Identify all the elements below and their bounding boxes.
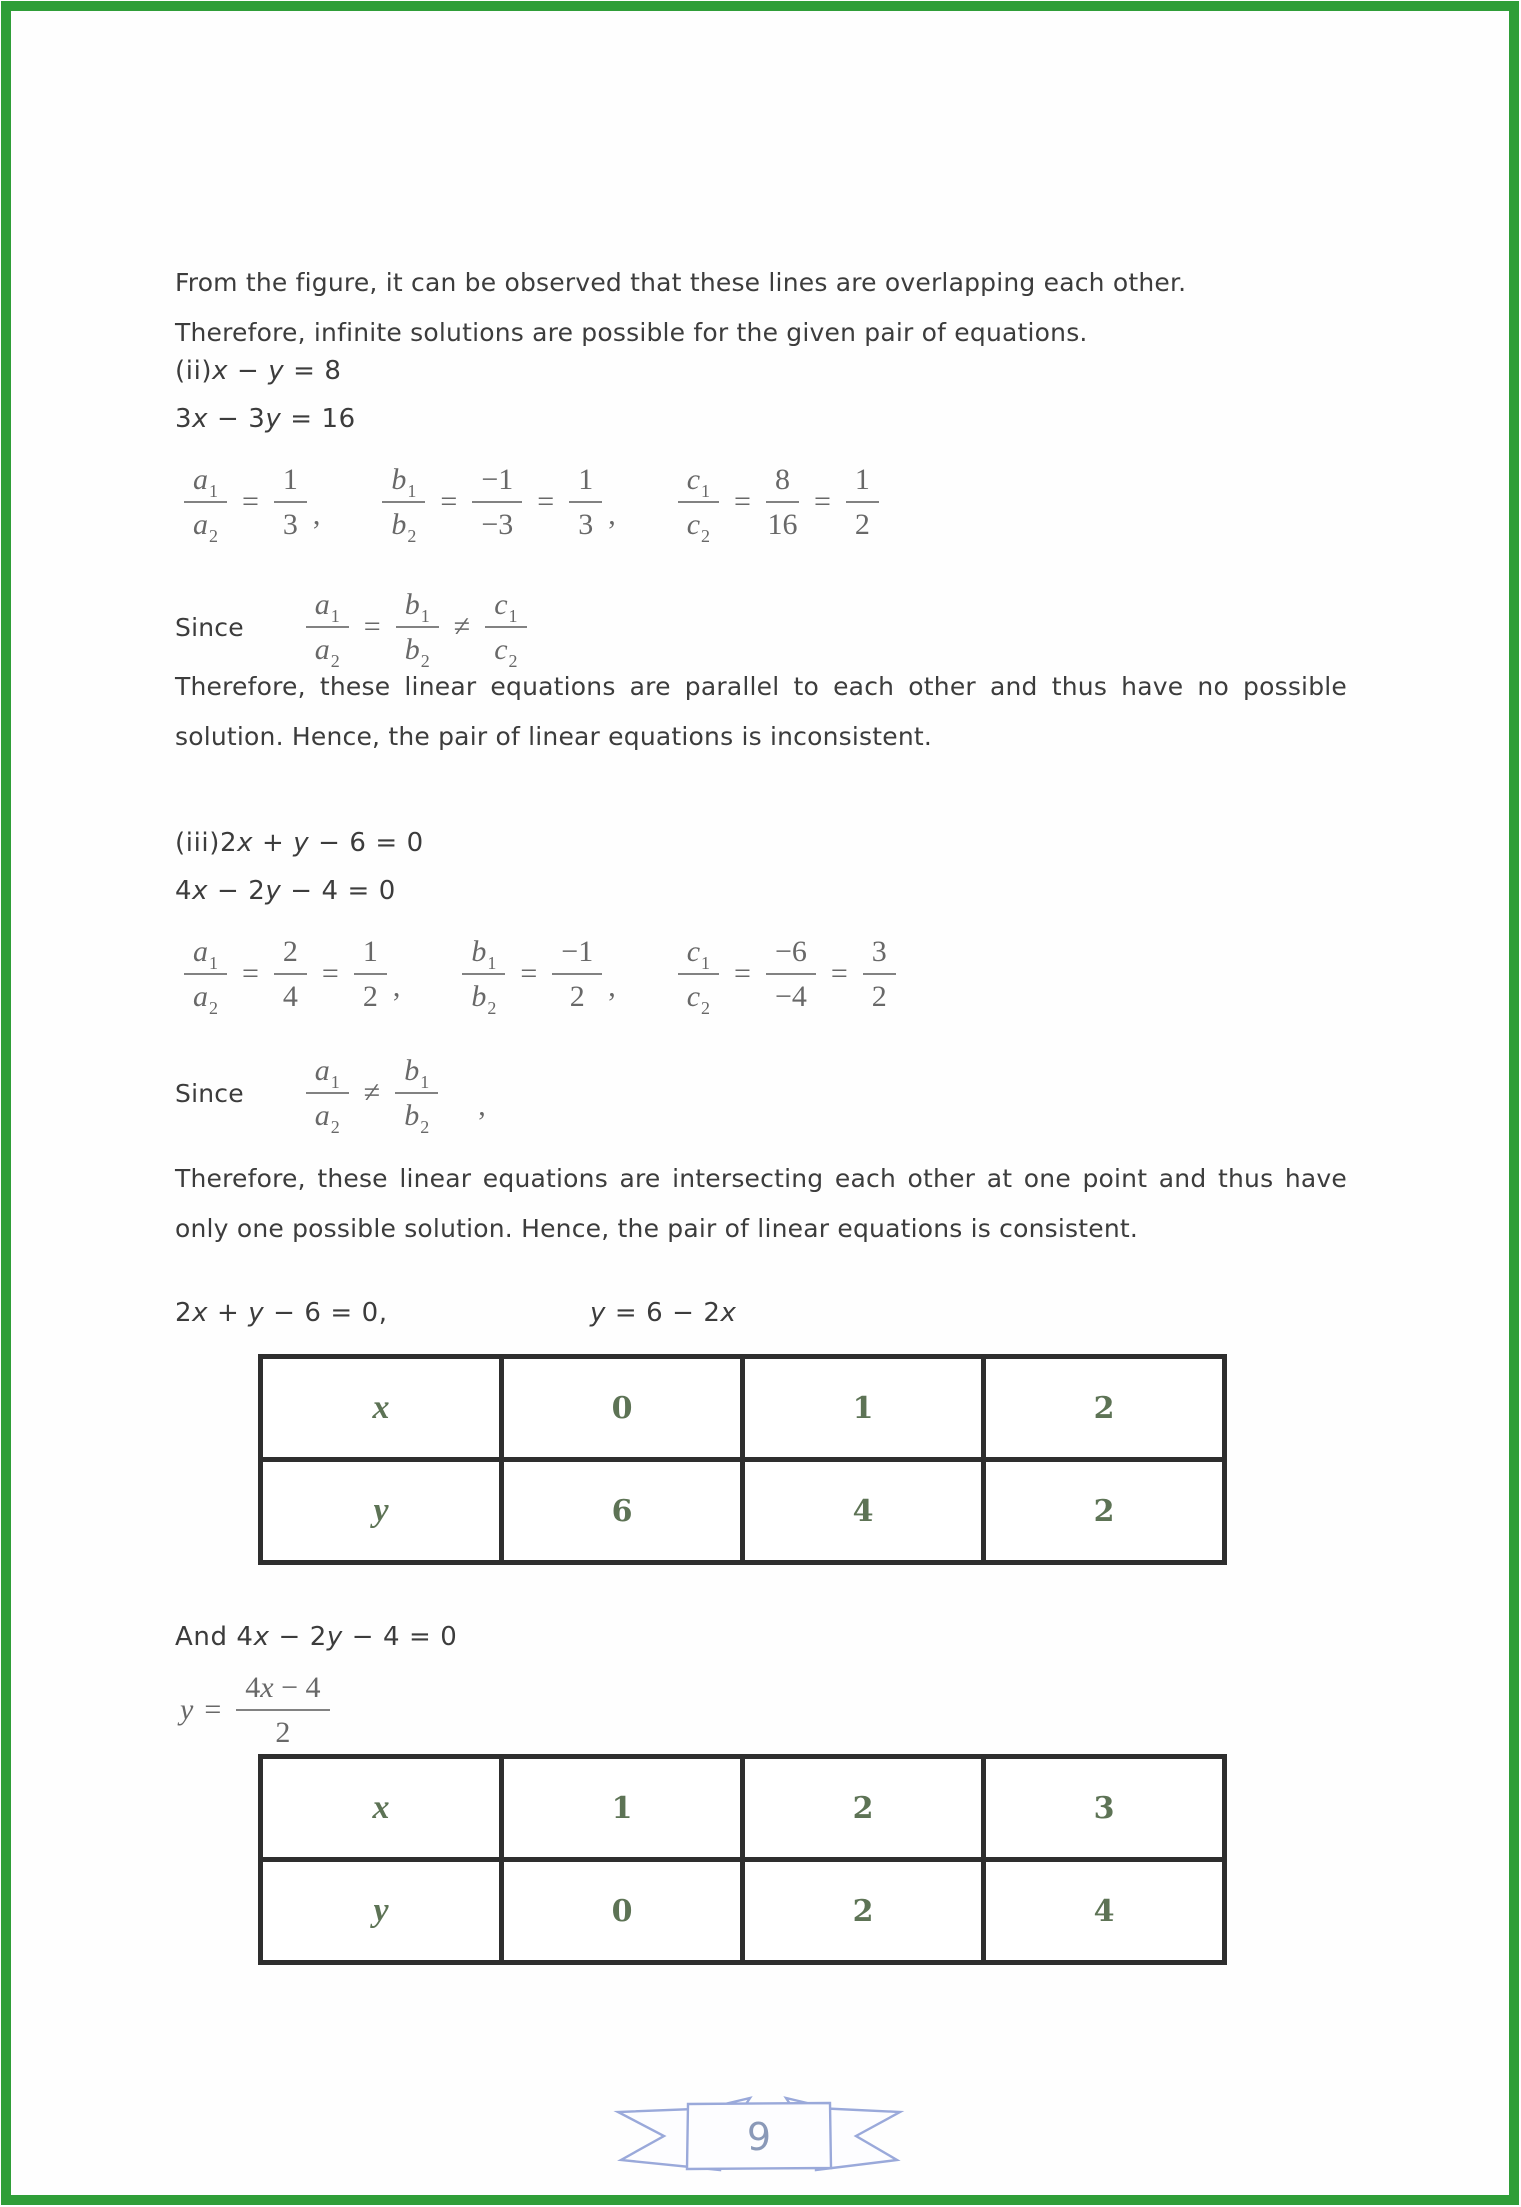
text-line: From the figure, it can be observed that these lines are overlapping each other. (175, 268, 1187, 297)
math-text: y (265, 404, 282, 434)
fraction-denominator: 2 (275, 1715, 291, 1749)
fraction-denominator: $a_2$ (193, 507, 218, 546)
fraction (184, 934, 227, 1018)
paragraph-parallel (175, 662, 1347, 762)
math-text: − (228, 356, 269, 386)
fraction-denominator: 16 (767, 507, 798, 541)
paragraph-intersecting (175, 1154, 1347, 1254)
table-row (261, 1460, 1225, 1563)
since-expression-iii (302, 1038, 486, 1148)
fraction-numerator: $c_1$ (678, 465, 719, 503)
fraction-denominator: $a_2$ (193, 979, 218, 1018)
fraction-numerator: 4x − 4 (236, 1673, 329, 1711)
math-operator: = (537, 485, 555, 518)
math-text: 2 (175, 1298, 193, 1328)
math-text: And 4 (175, 1622, 254, 1652)
math-text: = 6 − 2 (606, 1298, 721, 1328)
fraction (766, 462, 799, 541)
table-value-cell: 4 (743, 1460, 984, 1563)
math-text: − 6 = 0, (264, 1298, 388, 1328)
fraction-numerator: $a_1$ (184, 465, 227, 503)
fraction (274, 934, 307, 1013)
equation-pair-left (175, 1298, 590, 1328)
fraction-denominator: $b_2$ (391, 507, 417, 546)
fraction-numerator: 1 (354, 937, 387, 975)
fraction-denominator: 3 (578, 507, 594, 541)
fraction-denominator: $a_2$ (314, 1098, 340, 1137)
fraction-row-ii (180, 450, 883, 554)
fraction-numerator: −1 (552, 937, 602, 975)
math-text: (iii)2 (175, 828, 238, 858)
fraction-numerator: 1 (569, 465, 602, 503)
text-line: only one possible solution. Hence, the pair of linear equations is consistent. (175, 1214, 1139, 1243)
table-value-cell: 6 (502, 1460, 743, 1563)
fraction-numerator: 2 (274, 937, 307, 975)
since-line-iii (175, 1038, 486, 1148)
text-line: Therefore, these linear equations are intersecting each other at one point and thus have (175, 1164, 1347, 1193)
math-operator: ≠ (363, 1076, 381, 1109)
table-value-cell: 0 (502, 1357, 743, 1460)
table-value-cell: 2 (984, 1460, 1225, 1563)
math-text: x (212, 356, 229, 386)
fraction-numerator: $c_1$ (485, 590, 526, 628)
fraction (236, 1670, 329, 1749)
math-text: + (253, 828, 294, 858)
math-text: x (253, 1622, 270, 1652)
math-text: − 4 = 0 (342, 1622, 458, 1652)
table-header-cell: x (261, 1357, 502, 1460)
math-operator: = (813, 485, 831, 518)
fraction-denominator: 4 (282, 979, 298, 1013)
table-value-cell: 0 (502, 1860, 743, 1963)
math-text: x (192, 876, 209, 906)
comma: , (312, 498, 321, 531)
fraction-numerator: 8 (766, 465, 799, 503)
text-line: Therefore, these linear equations are parallel to each other and thus have no possible (175, 672, 1347, 701)
equation-ii-line2 (175, 404, 356, 434)
equation-iii-line2 (175, 876, 396, 906)
fraction-denominator: $b_2$ (471, 979, 497, 1018)
table-header-cell: x (261, 1757, 502, 1860)
equation-ii-line1 (175, 356, 342, 386)
fraction-denominator: $b_2$ (404, 1098, 430, 1137)
comma: , (478, 1089, 486, 1122)
fraction-row-iii (180, 922, 900, 1026)
page-number: 9 (746, 2115, 772, 2159)
math-text: = 8 (284, 356, 342, 386)
math-text: y (180, 1693, 194, 1726)
math-operator: = (363, 610, 381, 643)
math-operator: = (520, 957, 538, 990)
table-header-cell: y (261, 1860, 502, 1963)
fraction (274, 462, 307, 541)
table-value-cell: 2 (743, 1757, 984, 1860)
fraction-denominator: $b_2$ (404, 632, 430, 671)
comma: , (608, 498, 616, 531)
fraction-numerator: $b_1$ (396, 590, 439, 628)
fraction-numerator: $b_1$ (462, 937, 505, 975)
fraction-numerator: −1 (472, 465, 522, 503)
page-number-ribbon (608, 2078, 908, 2182)
since-label: Since (175, 1078, 244, 1108)
fraction (306, 587, 349, 671)
math-text: − 2 (208, 876, 266, 906)
math-text: − 4 = 0 (281, 876, 396, 906)
table-value-cell: 2 (984, 1357, 1225, 1460)
math-text: y (268, 356, 285, 386)
table-value-cell: 3 (984, 1757, 1225, 1860)
table-value-cell: 4 (984, 1860, 1225, 1963)
math-text: x (720, 1298, 737, 1328)
table-xy-second (258, 1754, 1227, 1965)
math-text: 3 (175, 404, 193, 434)
equation-pair-line (175, 1298, 737, 1328)
math-text: − 2 (269, 1622, 327, 1652)
text-line: Therefore, infinite solutions are possible for the given pair of equations. (175, 318, 1088, 347)
fraction (552, 934, 602, 1013)
table-row (261, 1357, 1225, 1460)
fraction-denominator: 3 (282, 507, 298, 541)
fraction-numerator: $b_1$ (382, 465, 425, 503)
math-operator: = (242, 957, 259, 990)
math-text: y (248, 1298, 265, 1328)
fraction (846, 462, 879, 541)
table-row (261, 1860, 1225, 1963)
fraction-denominator: $a_2$ (314, 632, 340, 671)
comma: , (608, 970, 616, 1003)
paragraph-overlapping (175, 258, 1347, 358)
fraction (184, 462, 227, 546)
fraction-denominator: 2 (569, 979, 585, 1013)
fraction (462, 934, 505, 1018)
table-header-cell: y (261, 1460, 502, 1563)
fraction-denominator: −4 (774, 979, 807, 1013)
fraction (382, 462, 425, 546)
text-line: solution. Hence, the pair of linear equations is inconsistent. (175, 722, 933, 751)
comma: , (392, 970, 401, 1003)
fraction-denominator: $c_2$ (494, 632, 518, 671)
table-row (261, 1757, 1225, 1860)
fraction (354, 934, 387, 1013)
table-value-cell: 2 (743, 1860, 984, 1963)
math-text: x (192, 1298, 209, 1328)
equation-and-line (175, 1622, 457, 1652)
y-formula (180, 1658, 334, 1762)
fraction (678, 462, 719, 546)
equation-pair-right (590, 1298, 737, 1328)
fraction (485, 587, 526, 671)
math-operator: = (734, 957, 751, 990)
ribbon-banner-icon (608, 2078, 908, 2182)
fraction-denominator: $c_2$ (686, 979, 711, 1018)
fraction-numerator: 1 (274, 465, 307, 503)
math-text: (ii) (175, 356, 213, 386)
table-value-cell: 1 (502, 1757, 743, 1860)
fraction (396, 587, 439, 671)
fraction-numerator: $b_1$ (395, 1056, 438, 1094)
math-text: y (265, 876, 282, 906)
fraction-numerator: $a_1$ (306, 590, 349, 628)
fraction (306, 1053, 349, 1137)
math-operator: ≠ (453, 610, 471, 643)
fraction (766, 934, 816, 1013)
equation-iii-line1 (175, 828, 424, 858)
math-text: y (293, 828, 310, 858)
fraction (395, 1053, 438, 1137)
fraction (678, 934, 719, 1018)
math-operator: = (440, 485, 458, 518)
math-operator: = (321, 957, 339, 990)
fraction (472, 462, 522, 541)
fraction-denominator: 2 (854, 507, 870, 541)
fraction-numerator: −6 (766, 937, 816, 975)
math-operator: = (734, 485, 751, 518)
fraction (863, 934, 896, 1013)
fraction-numerator: 3 (863, 937, 896, 975)
math-text: + (208, 1298, 249, 1328)
table-value-cell: 1 (743, 1357, 984, 1460)
math-operator: = (204, 1693, 222, 1726)
math-operator: = (830, 957, 848, 990)
fraction-denominator: 2 (871, 979, 887, 1013)
math-text: = 16 (281, 404, 356, 434)
fraction (569, 462, 602, 541)
math-text: x (192, 404, 209, 434)
fraction-numerator: $a_1$ (306, 1056, 349, 1094)
math-text: x (237, 828, 254, 858)
fraction-numerator: $c_1$ (678, 937, 719, 975)
since-label: Since (175, 612, 244, 642)
fraction-numerator: 1 (846, 465, 879, 503)
math-text: − 6 = 0 (309, 828, 424, 858)
math-text: − 3 (208, 404, 266, 434)
fraction-denominator: 2 (362, 979, 378, 1013)
math-text: y (590, 1298, 606, 1328)
fraction-numerator: $a_1$ (184, 937, 227, 975)
math-text: y (326, 1622, 343, 1652)
fraction-denominator: −3 (481, 507, 514, 541)
table-xy-first (258, 1354, 1227, 1565)
math-operator: = (242, 485, 259, 518)
fraction-denominator: $c_2$ (686, 507, 711, 546)
math-text: 4 (175, 876, 193, 906)
